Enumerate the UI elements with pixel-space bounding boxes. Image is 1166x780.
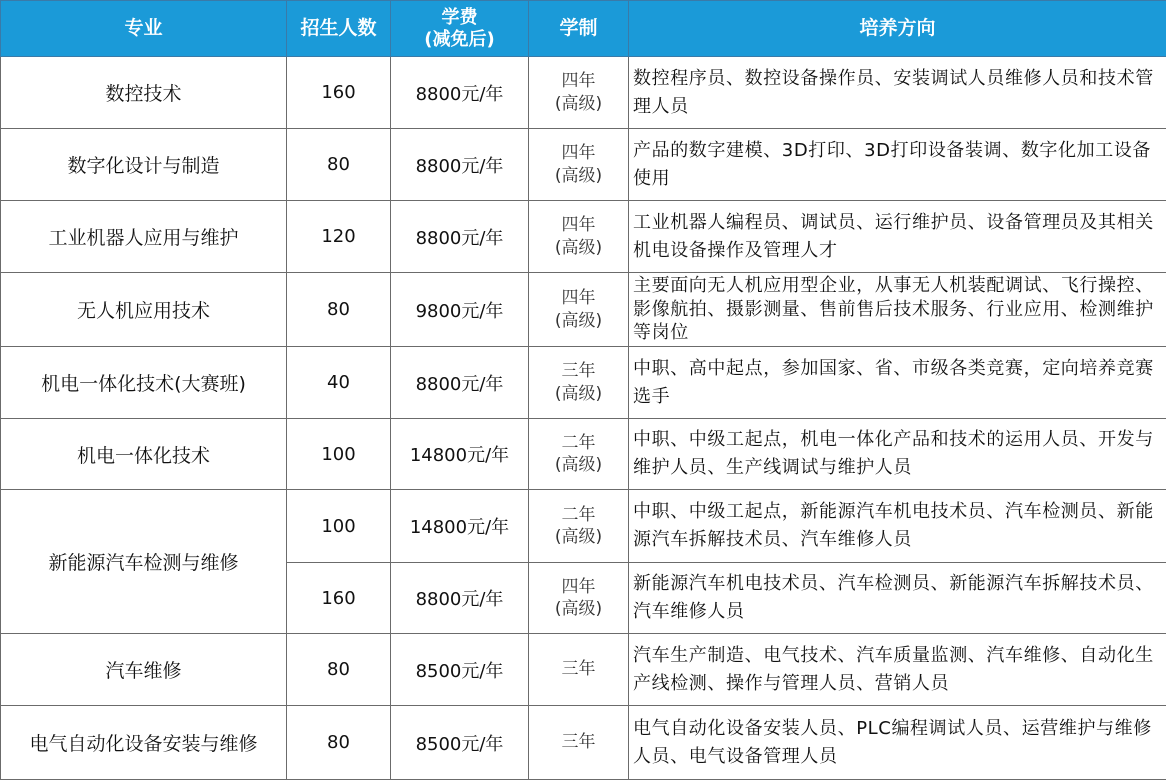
header-tuition-line2: (减免后)	[391, 29, 528, 51]
table-row	[1, 57, 1166, 129]
header-enrollment: 招生人数	[287, 1, 391, 57]
header-tuition	[391, 1, 529, 57]
major-cell: 无人机应用技术	[1, 273, 287, 347]
tuition-cell: 8800元/年	[391, 201, 529, 273]
major-cell: 数字化设计与制造	[1, 129, 287, 201]
header-tuition-line1: 学费	[391, 7, 528, 29]
duration-years: 二年	[529, 432, 628, 454]
duration-level: (高级)	[529, 383, 628, 405]
enrollment-cell: 80	[287, 634, 391, 706]
tuition-cell: 14800元/年	[391, 490, 529, 563]
tuition-cell: 8800元/年	[391, 57, 529, 129]
enrollment-cell: 160	[287, 57, 391, 129]
enrollment-cell: 80	[287, 273, 391, 347]
duration-level: (高级)	[529, 454, 628, 476]
duration-cell	[529, 634, 629, 706]
duration-level: (高级)	[529, 598, 628, 620]
major-cell: 汽车维修	[1, 634, 287, 706]
tuition-cell: 8500元/年	[391, 634, 529, 706]
direction-cell: 中职、高中起点，参加国家、省、市级各类竞赛，定向培养竞赛选手	[629, 347, 1166, 419]
header-direction: 培养方向	[629, 1, 1166, 57]
table-row	[1, 347, 1166, 419]
duration-level: (高级)	[529, 93, 628, 115]
tuition-cell: 8500元/年	[391, 706, 529, 780]
duration-cell	[529, 129, 629, 201]
duration-years: 四年	[529, 287, 628, 309]
tuition-cell: 8800元/年	[391, 563, 529, 634]
duration-level: (高级)	[529, 526, 628, 548]
duration-level: (高级)	[529, 165, 628, 187]
duration-cell	[529, 57, 629, 129]
major-cell: 电气自动化设备安装与维修	[1, 706, 287, 780]
duration-cell	[529, 490, 629, 563]
duration-level: (高级)	[529, 237, 628, 259]
duration-level: (高级)	[529, 310, 628, 332]
major-cell: 机电一体化技术	[1, 419, 287, 490]
tuition-cell: 9800元/年	[391, 273, 529, 347]
direction-cell: 中职、中级工起点，机电一体化产品和技术的运用人员、开发与维护人员、生产线调试与维护人员	[629, 419, 1166, 490]
header-duration: 学制	[529, 1, 629, 57]
direction-cell: 电气自动化设备安装人员、PLC编程调试人员、运营维护与维修人员、电气设备管理人员	[629, 706, 1166, 780]
table-row	[1, 490, 1166, 563]
table-row	[1, 201, 1166, 273]
tuition-cell: 14800元/年	[391, 419, 529, 490]
duration-cell	[529, 273, 629, 347]
table-row	[1, 706, 1166, 780]
duration-cell	[529, 201, 629, 273]
enrollment-cell: 120	[287, 201, 391, 273]
enrollment-cell: 40	[287, 347, 391, 419]
enrollment-cell: 100	[287, 490, 391, 563]
table-row	[1, 419, 1166, 490]
duration-cell	[529, 347, 629, 419]
duration-years: 三年	[529, 360, 628, 382]
major-cell: 机电一体化技术(大赛班)	[1, 347, 287, 419]
tuition-cell: 8800元/年	[391, 129, 529, 201]
duration-years: 四年	[529, 142, 628, 164]
table-header-row	[1, 1, 1166, 57]
duration-years: 三年	[529, 731, 628, 753]
major-cell: 数控技术	[1, 57, 287, 129]
direction-cell: 新能源汽车机电技术员、汽车检测员、新能源汽车拆解技术员、汽车维修人员	[629, 563, 1166, 634]
duration-years: 三年	[529, 658, 628, 680]
direction-cell: 工业机器人编程员、调试员、运行维护员、设备管理员及其相关机电设备操作及管理人才	[629, 201, 1166, 273]
enrollment-cell: 100	[287, 419, 391, 490]
tuition-cell: 8800元/年	[391, 347, 529, 419]
direction-cell: 主要面向无人机应用型企业，从事无人机装配调试、飞行操控、影像航拍、摄影测量、售前售后技术服务、行业应用、检测维护等岗位	[629, 273, 1166, 347]
direction-cell: 中职、中级工起点，新能源汽车机电技术员、汽车检测员、新能源汽车拆解技术员、汽车维修人员	[629, 490, 1166, 563]
duration-years: 二年	[529, 504, 628, 526]
major-cell: 工业机器人应用与维护	[1, 201, 287, 273]
duration-cell	[529, 563, 629, 634]
duration-cell	[529, 419, 629, 490]
enrollment-cell: 160	[287, 563, 391, 634]
enrollment-cell: 80	[287, 129, 391, 201]
header-major: 专业	[1, 1, 287, 57]
direction-cell: 产品的数字建模、3D打印、3D打印设备装调、数字化加工设备使用	[629, 129, 1166, 201]
duration-cell	[529, 706, 629, 780]
direction-cell: 汽车生产制造、电气技术、汽车质量监测、汽车维修、自动化生产线检测、操作与管理人员、营销人员	[629, 634, 1166, 706]
duration-years: 四年	[529, 576, 628, 598]
duration-years: 四年	[529, 70, 628, 92]
major-cell: 新能源汽车检测与维修	[1, 490, 287, 634]
direction-cell: 数控程序员、数控设备操作员、安装调试人员维修人员和技术管理人员	[629, 57, 1166, 129]
enrollment-cell: 80	[287, 706, 391, 780]
table-row	[1, 273, 1166, 347]
table-row	[1, 129, 1166, 201]
duration-years: 四年	[529, 214, 628, 236]
table-row	[1, 634, 1166, 706]
